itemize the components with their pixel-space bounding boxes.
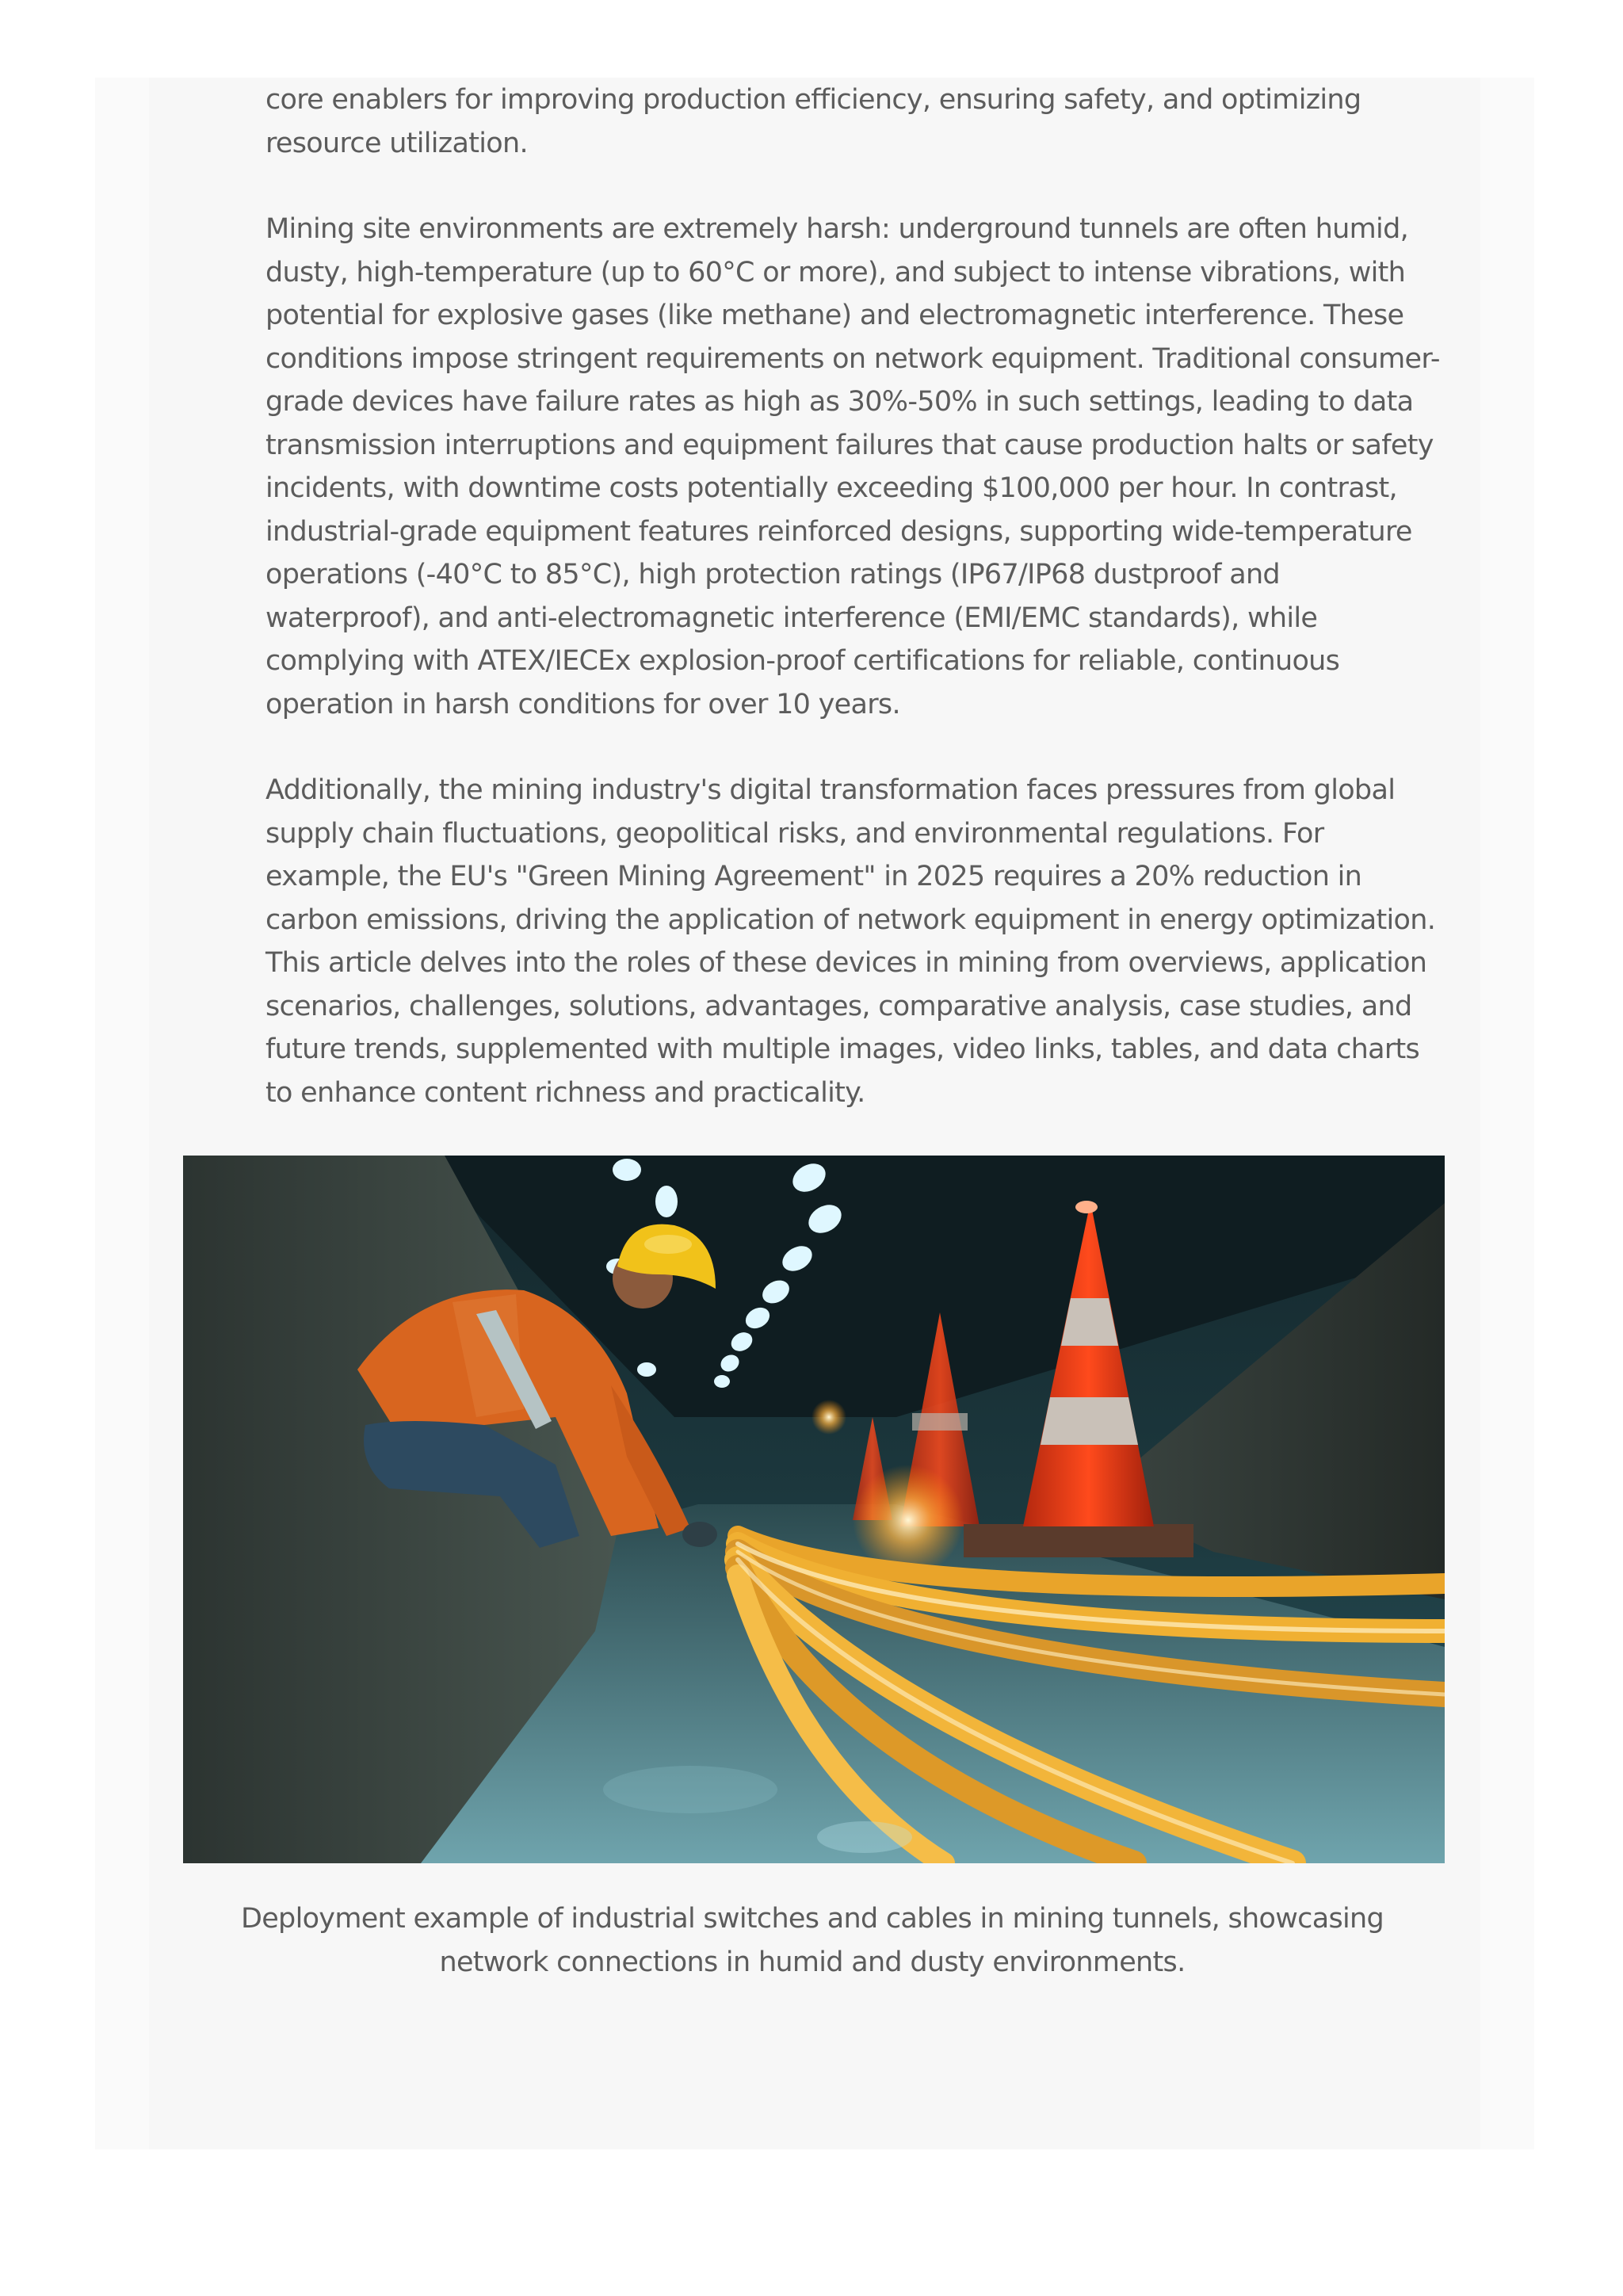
figure-caption: Deployment example of industrial switches and cables in mining tunnels, showcasing network connections in humid and dusty environments. xyxy=(240,1903,1384,1978)
article-paragraph-2: Mining site environments are extremely harsh: underground tunnels are often humid, dusty, high-temperature (up to 60°C or more), and subject to intense vibrations, with potential for explosive gases (like methane) and electromagnetic interference. These conditions impose stringent requirements on network equipment. Traditional consumer-grade devices have failure rates as high as 30%-50% in such settings, leading to data transmission interruptions and equipment failures that cause production halts or safety incidents, with downtime costs potentially exceeding $100,000 per hour. In contrast, industrial-grade equipment features reinforced designs, supporting wide-temperature operations (-40°C to 85°C), high protection ratings (IP67/IP68 dustproof and waterproof), and anti-electromagnetic interference (EMI/EMC standards), while complying with ATEX/IECEx explosion-proof certifications for reliable, continuous operation in harsh conditions for over 10 years. xyxy=(265,213,1440,720)
article-paragraph-1: core enablers for improving production efficiency, ensuring safety, and optimizing resource utilization. xyxy=(265,84,1361,159)
article-paragraph-3: Additionally, the mining industry's digital transformation faces pressures from global supply chain fluctuations, geopolitical risks, and environmental regulations. For example, the EU's "Green Mining Agreement" in 2025 requires a 20% reduction in carbon emissions, driving the application of network equipment in energy optimization. This article delves into the roles of these devices in mining from overviews, application scenarios, challenges, solutions, advantages, comparative analysis, case studies, and future trends, supplemented with multiple images, video links, tables, and data charts to enhance content richness and practicality. xyxy=(265,774,1436,1109)
mining-tunnel-photo xyxy=(183,1156,1445,1863)
